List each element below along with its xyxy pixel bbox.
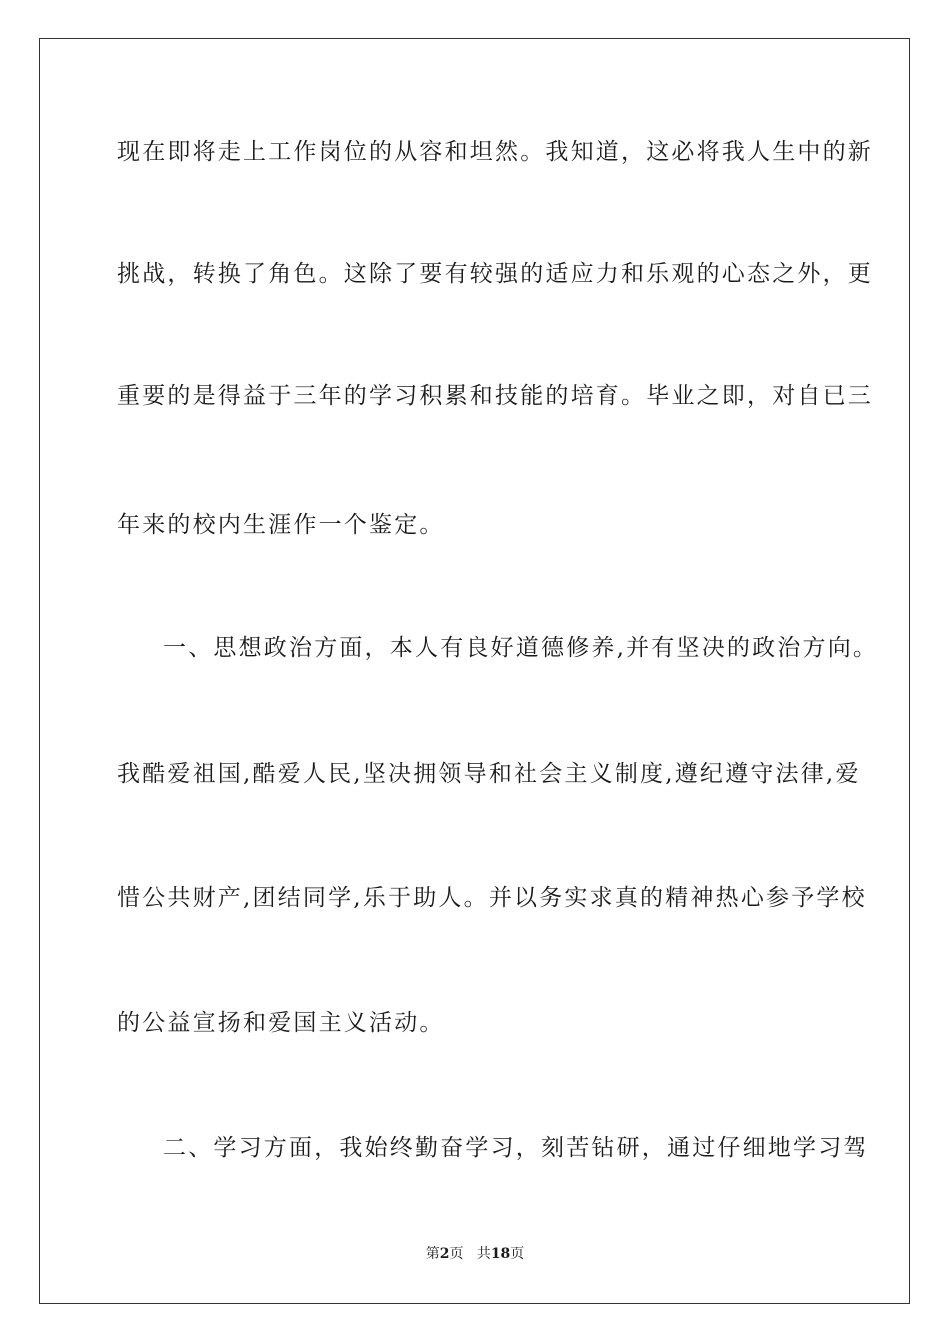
page-footer xyxy=(0,1244,950,1264)
page-prefix: 第 xyxy=(425,1246,440,1262)
page-suffix: 页 xyxy=(449,1246,464,1262)
paragraph-line: 我酷爱祖国,酷爱人民,坚决拥领导和社会主义制度,遵纪遵守法律,爱 xyxy=(117,761,861,787)
current-page-number: 2 xyxy=(439,1246,450,1262)
page-frame xyxy=(39,38,910,1304)
paragraph-line: 挑战，转换了角色。这除了要有较强的适应力和乐观的心态之外，更 xyxy=(117,261,873,287)
paragraph-line: 的公益宣扬和爱国主义活动。 xyxy=(117,1010,445,1036)
paragraph-line: 惜公共财产,团结同学,乐于助人。并以务实求真的精神热心参予学校 xyxy=(117,885,867,911)
paragraph-line: 年来的校内生涯作一个鉴定。 xyxy=(117,512,445,538)
total-suffix: 页 xyxy=(510,1246,525,1262)
total-pages-number: 18 xyxy=(490,1246,511,1262)
total-prefix: 共 xyxy=(476,1246,491,1262)
paragraph-line: 现在即将走上工作岗位的从容和坦然。我知道，这必将我人生中的新 xyxy=(117,139,873,165)
paragraph-line: 重要的是得益于三年的学习积累和技能的培育。毕业之即，对自已三 xyxy=(117,383,873,409)
paragraph-line-indented: 一、思想政治方面，本人有良好道德修养,并有坚决的政治方向。 xyxy=(163,635,879,661)
paragraph-line-indented: 二、学习方面，我始终勤奋学习，刻苦钻研，通过仔细地学习驾 xyxy=(163,1135,869,1161)
